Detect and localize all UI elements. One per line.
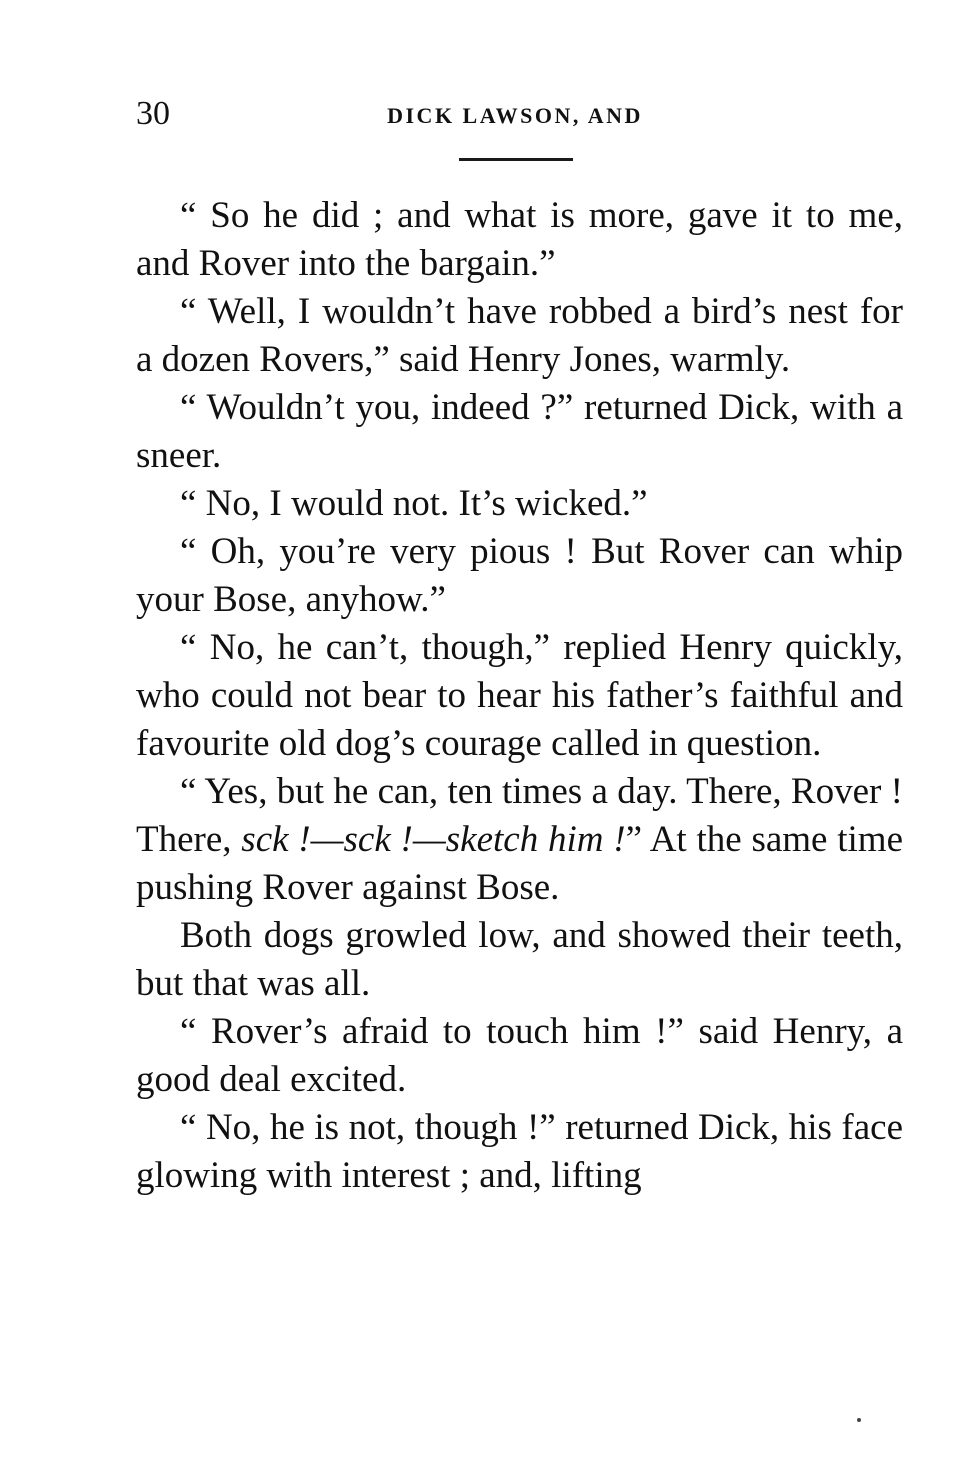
text-column bbox=[136, 192, 903, 1200]
paragraph: “ Rover’s afraid to touch him !” said Henry, a good deal excited. bbox=[136, 1011, 903, 1100]
paragraph bbox=[136, 768, 903, 912]
paragraph: “ Well, I wouldn’t have robbed a bird’s nest for a dozen Rovers,” said Henry Jones, warmly. bbox=[136, 291, 903, 380]
running-head: DICK LAWSON, AND bbox=[387, 103, 643, 128]
stray-ink-mark bbox=[857, 1418, 861, 1422]
paragraph: “ No, I would not. It’s wicked.” bbox=[180, 483, 648, 524]
paragraph-text: ” At the same time pushing Rover against Bose. bbox=[136, 819, 903, 908]
paragraph: “ Wouldn’t you, indeed ?” returned Dick, with a sneer. bbox=[136, 387, 903, 476]
head-rule bbox=[459, 158, 573, 161]
paragraph: “ So he did ; and what is more, gave it to me, and Rover into the bargain.” bbox=[136, 195, 903, 284]
paragraph: Both dogs growled low, and showed their teeth, but that was all. bbox=[136, 915, 903, 1004]
paragraph: “ No, he can’t, though,” replied Henry quickly, who could not bear to hear his father’s faithful and favourite old dog’s courage called in question. bbox=[136, 627, 903, 764]
paragraph-text: “ Yes, but he can, ten times a day. There, Rover ! There, bbox=[136, 771, 903, 860]
paragraph: “ Oh, you’re very pious ! But Rover can whip your Bose, anyhow.” bbox=[136, 531, 903, 620]
page-number: 30 bbox=[136, 95, 170, 132]
paragraph: “ No, he is not, though !” returned Dick, his face glowing with interest ; and, lifting bbox=[136, 1107, 903, 1196]
italic-exclamation: sck !—sck !—sketch him ! bbox=[241, 819, 626, 860]
